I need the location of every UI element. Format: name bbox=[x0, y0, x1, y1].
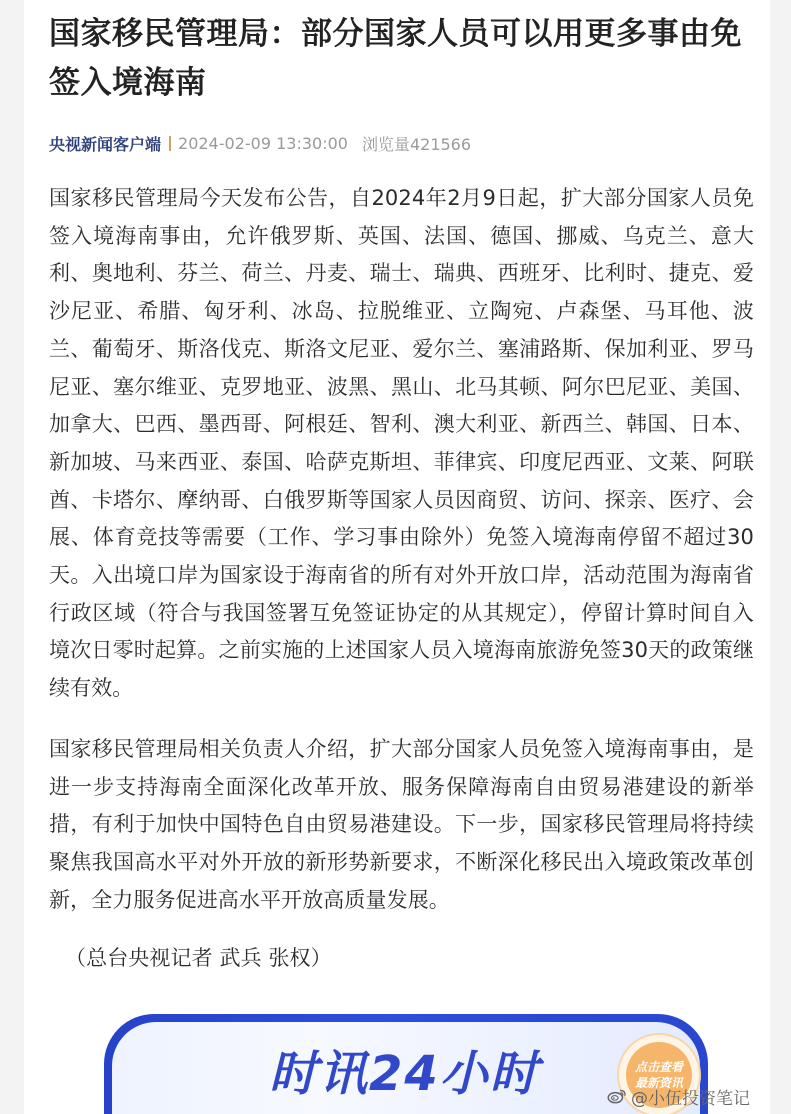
badge-line-1: 点击查看 bbox=[634, 1060, 683, 1074]
article-meta bbox=[49, 129, 471, 157]
banner-title: 时讯24小时 bbox=[269, 1046, 540, 1102]
meta-separator bbox=[169, 136, 171, 151]
article-title: 国家移民管理局：部分国家人员可以用更多事由免签入境海南 bbox=[49, 16, 742, 101]
weibo-icon bbox=[607, 1087, 627, 1105]
reporter-byline: （总台央视记者 武兵 张权） bbox=[65, 946, 332, 971]
view-count: 浏览量421566 bbox=[361, 134, 472, 154]
watermark-text: @小伍投资笔记 bbox=[631, 1088, 750, 1109]
publish-time: 2024-02-09 13:30:00 bbox=[178, 133, 348, 153]
article-body bbox=[49, 180, 754, 974]
source-link[interactable]: 央视新闻客户端 bbox=[49, 134, 162, 154]
weibo-watermark bbox=[607, 1085, 750, 1107]
paragraph-2: 国家移民管理局相关负责人介绍，扩大部分国家人员免签入境海南事由，是进一步支持海南全面深化改革开放、服务保障海南自由贸易港建设的新举措，有利于加快中国特色自由贸易港建设。下一步，国家移民管理局将持续聚焦我国高水平对外开放的新形势新要求，不断深化移民出入境政策改革创新，全力服务促进高水平开放高质量发展。 bbox=[49, 736, 754, 912]
badge-line-2: 最新资讯 bbox=[634, 1076, 683, 1090]
paragraph-1: 国家移民管理局今天发布公告，自2024年2月9日起，扩大部分国家人员免签入境海南事由，允许俄罗斯、英国、法国、德国、挪威、乌克兰、意大利、奥地利、芬兰、荷兰、丹麦、瑞士、瑞典、西班牙、比利时、捷克、爱沙尼亚、希腊、匈牙利、冰岛、拉脱维亚、立陶宛、卢森堡、马耳他、波兰、葡萄牙、斯洛伐克、斯洛文尼亚、爱尔兰、塞浦路斯、保加利亚、罗马尼亚、塞尔维亚、克罗地亚、波黑、黑山、北马其顿、阿尔巴尼亚、美国、加拿大、巴西、墨西哥、阿根廷、智利、澳大利亚、新西兰、韩国、日本、新加坡、马来西亚、泰国、哈萨克斯坦、菲律宾、印度尼西亚、文莱、阿联酋、卡塔尔、摩纳哥、白俄罗斯等国家人员因商贸、访问、探亲、医疗、会展、体育竞技等需要（工作、学习事由除外）免签入境海南停留不超过30天。入出境口岸为国家设于海南省的所有对外开放口岸，活动范围为海南省行政区域（符合与我国签署互免签证协定的从其规定），停留计算时间自入境次日零时起算。之前实施的上述国家人员入境海南旅游免签30天的政策继续有效。 bbox=[49, 186, 754, 701]
